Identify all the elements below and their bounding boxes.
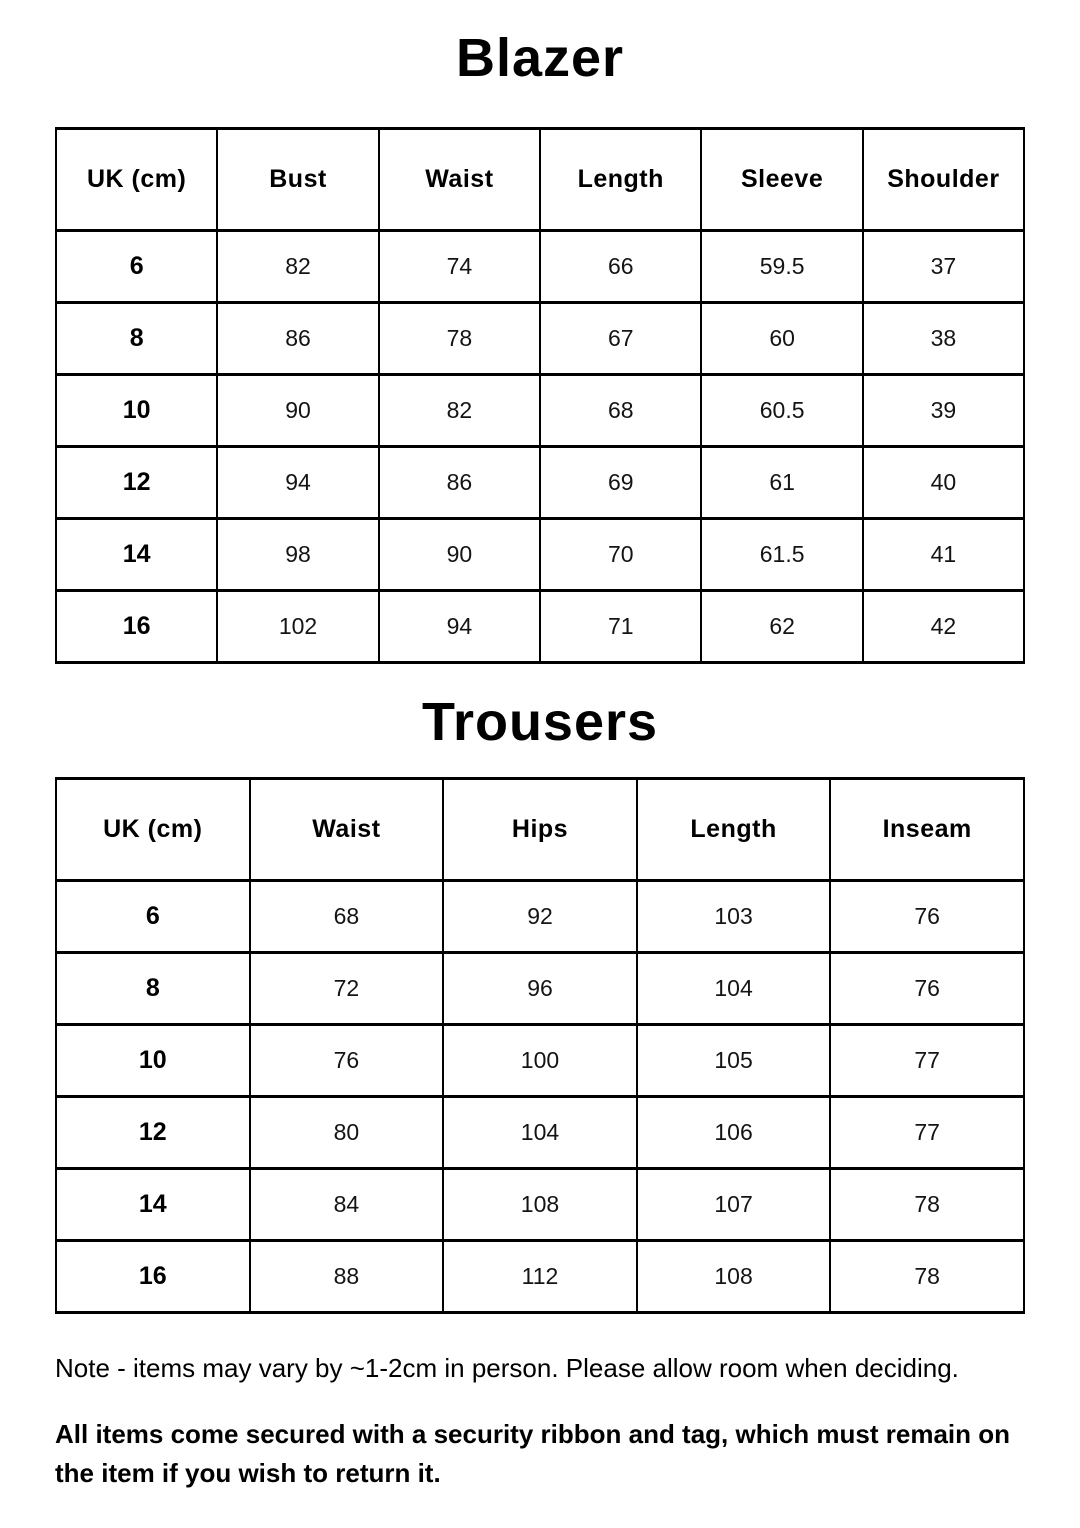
size-cell: 14 <box>56 1168 250 1240</box>
table-cell: 108 <box>443 1168 637 1240</box>
security-ribbon-note: All items come secured with a security ribbon and tag, which must remain on the item if you wish to return it. <box>55 1419 1010 1489</box>
size-cell: 8 <box>56 952 250 1024</box>
size-guide-content <box>0 26 1080 1493</box>
table-cell: 62 <box>701 590 862 662</box>
table-cell: 82 <box>217 230 378 302</box>
table-cell: 41 <box>863 518 1024 590</box>
table-cell: 104 <box>637 952 831 1024</box>
trousers-col-hips: Hips <box>443 778 637 880</box>
table-cell: 100 <box>443 1024 637 1096</box>
size-cell: 10 <box>56 1024 250 1096</box>
size-cell: 12 <box>56 1096 250 1168</box>
blazer-title: Blazer <box>455 28 625 88</box>
table-cell: 80 <box>250 1096 444 1168</box>
table-cell: 102 <box>217 590 378 662</box>
trousers-row-size-12 <box>56 1096 1024 1168</box>
table-cell: 61 <box>701 446 862 518</box>
trousers-size-table <box>55 777 1025 1314</box>
blazer-col-sleeve: Sleeve <box>701 128 862 230</box>
blazer-row-size-6 <box>56 230 1024 302</box>
blazer-col-uk: UK (cm) <box>56 128 217 230</box>
trousers-col-waist: Waist <box>250 778 444 880</box>
variance-note: Note - items may vary by ~1-2cm in person. Please allow room when deciding. <box>55 1352 959 1383</box>
size-cell: 8 <box>56 302 217 374</box>
table-cell: 94 <box>217 446 378 518</box>
table-cell: 67 <box>540 302 701 374</box>
table-cell: 72 <box>250 952 444 1024</box>
table-cell: 39 <box>863 374 1024 446</box>
table-cell: 112 <box>443 1240 637 1312</box>
table-cell: 76 <box>830 880 1024 952</box>
table-cell: 108 <box>637 1240 831 1312</box>
trousers-row-size-16 <box>56 1240 1024 1312</box>
table-cell: 78 <box>830 1240 1024 1312</box>
table-cell: 78 <box>379 302 540 374</box>
table-cell: 84 <box>250 1168 444 1240</box>
blazer-row-size-14 <box>56 518 1024 590</box>
table-cell: 90 <box>217 374 378 446</box>
table-cell: 82 <box>379 374 540 446</box>
table-cell: 103 <box>637 880 831 952</box>
blazer-col-bust: Bust <box>217 128 378 230</box>
table-cell: 94 <box>379 590 540 662</box>
table-cell: 68 <box>540 374 701 446</box>
table-cell: 38 <box>863 302 1024 374</box>
table-cell: 78 <box>830 1168 1024 1240</box>
blazer-col-length: Length <box>540 128 701 230</box>
trousers-row-size-10 <box>56 1024 1024 1096</box>
trousers-header-row <box>56 778 1024 880</box>
size-cell: 16 <box>56 1240 250 1312</box>
table-cell: 98 <box>217 518 378 590</box>
table-cell: 71 <box>540 590 701 662</box>
table-cell: 106 <box>637 1096 831 1168</box>
trousers-row-size-8 <box>56 952 1024 1024</box>
size-cell: 16 <box>56 590 217 662</box>
table-cell: 96 <box>443 952 637 1024</box>
table-cell: 92 <box>443 880 637 952</box>
trousers-col-length: Length <box>637 778 831 880</box>
size-cell: 6 <box>56 880 250 952</box>
table-cell: 70 <box>540 518 701 590</box>
table-cell: 90 <box>379 518 540 590</box>
blazer-size-table <box>55 127 1025 664</box>
table-cell: 86 <box>379 446 540 518</box>
trousers-title: Trousers <box>421 691 659 752</box>
blazer-row-size-8 <box>56 302 1024 374</box>
table-cell: 68 <box>250 880 444 952</box>
notes-section <box>55 1350 1025 1494</box>
trousers-col-inseam: Inseam <box>830 778 1024 880</box>
table-cell: 104 <box>443 1096 637 1168</box>
blazer-row-size-10 <box>56 374 1024 446</box>
blazer-col-shoulder: Shoulder <box>863 128 1024 230</box>
blazer-col-waist: Waist <box>379 128 540 230</box>
table-cell: 74 <box>379 230 540 302</box>
table-cell: 40 <box>863 446 1024 518</box>
trousers-col-uk: UK (cm) <box>56 778 250 880</box>
table-cell: 60.5 <box>701 374 862 446</box>
table-cell: 77 <box>830 1096 1024 1168</box>
size-cell: 6 <box>56 230 217 302</box>
table-cell: 105 <box>637 1024 831 1096</box>
size-cell: 14 <box>56 518 217 590</box>
blazer-row-size-16 <box>56 590 1024 662</box>
table-cell: 107 <box>637 1168 831 1240</box>
table-cell: 60 <box>701 302 862 374</box>
table-cell: 42 <box>863 590 1024 662</box>
table-cell: 88 <box>250 1240 444 1312</box>
size-cell: 10 <box>56 374 217 446</box>
table-cell: 76 <box>250 1024 444 1096</box>
table-cell: 59.5 <box>701 230 862 302</box>
table-cell: 37 <box>863 230 1024 302</box>
size-cell: 12 <box>56 446 217 518</box>
table-cell: 77 <box>830 1024 1024 1096</box>
table-cell: 86 <box>217 302 378 374</box>
blazer-header-row <box>56 128 1024 230</box>
table-cell: 61.5 <box>701 518 862 590</box>
table-cell: 69 <box>540 446 701 518</box>
table-cell: 66 <box>540 230 701 302</box>
trousers-row-size-6 <box>56 880 1024 952</box>
table-cell: 76 <box>830 952 1024 1024</box>
blazer-row-size-12 <box>56 446 1024 518</box>
trousers-row-size-14 <box>56 1168 1024 1240</box>
